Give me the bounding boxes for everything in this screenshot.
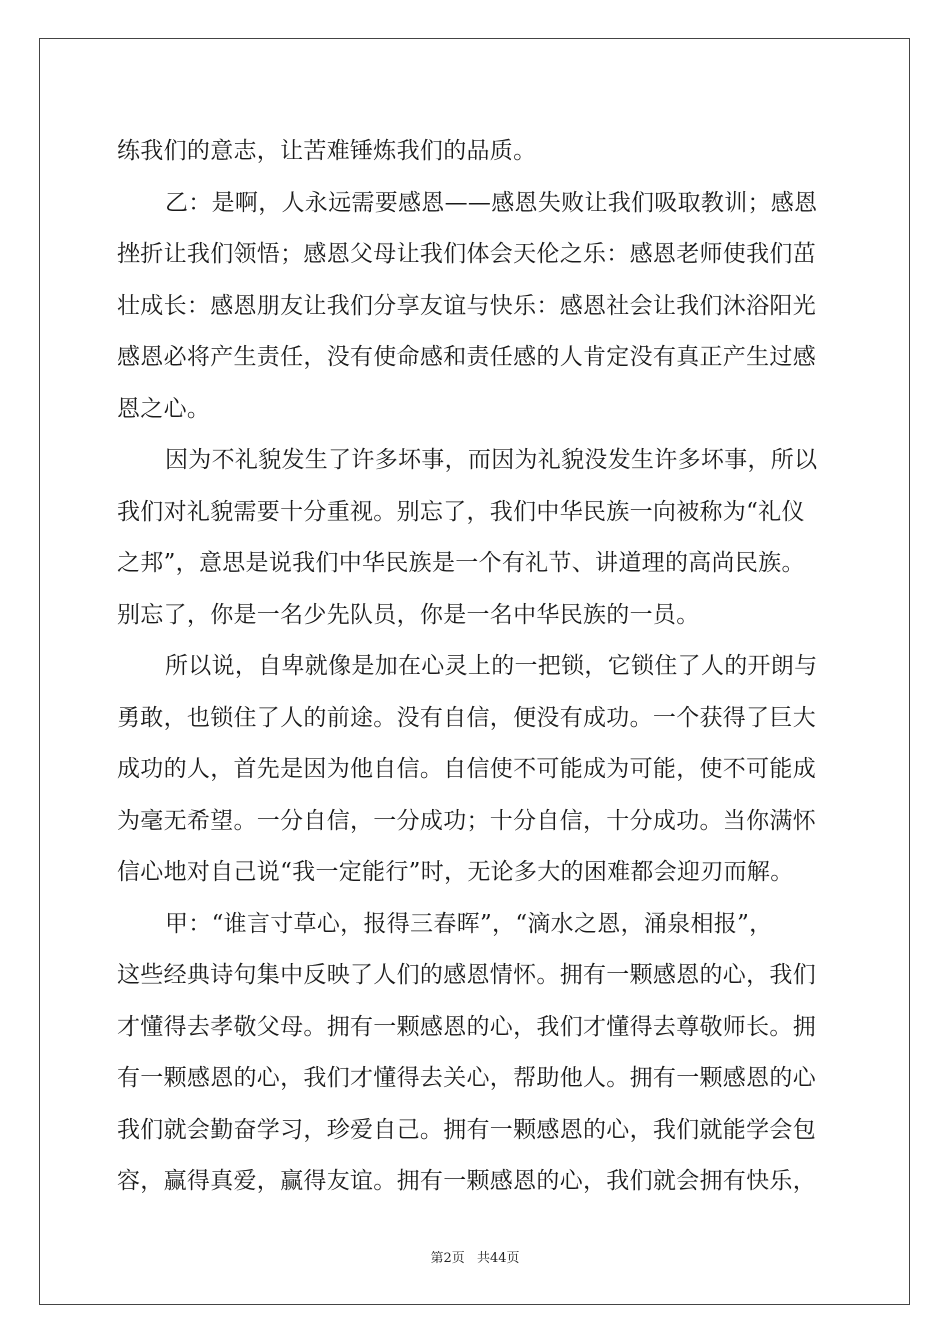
text-line: 我们对礼貌需要十分重视。别忘了，我们中华民族一向被称为“礼仪 <box>117 498 805 525</box>
text-line: 我们就会勤奋学习，珍爱自己。拥有一颗感恩的心，我们就能学会包 <box>117 1116 816 1143</box>
current-page-number: 第2页 <box>430 1251 465 1266</box>
text-line: 成功的人，首先是因为他自信。自信使不可能成为可能，使不可能成 <box>117 756 816 782</box>
text-line: 勇敢，也锁住了人的前途。没有自信，便没有成功。一个获得了巨大 <box>117 704 816 731</box>
text-line: 乙：是啊，人永远需要感恩——感恩失败让我们吸取教训；感恩 <box>165 189 818 216</box>
text-line: 这些经典诗句集中反映了人们的感恩情怀。拥有一颗感恩的心，我们 <box>117 962 816 988</box>
document-body <box>117 126 833 1208</box>
text-line: 之邦”，意思是说我们中华民族是一个有礼节、讲道理的高尚民族。 <box>117 550 805 576</box>
page-footer <box>0 1247 950 1266</box>
text-line: 别忘了，你是一名少先队员，你是一名中华民族的一员。 <box>117 601 700 628</box>
text-line: 才懂得去孝敬父母。拥有一颗感恩的心，我们才懂得去尊敬师长。拥 <box>117 1013 816 1040</box>
text-line: 为毫无希望。一分自信，一分成功；十分自信，十分成功。当你满怀 <box>117 807 816 834</box>
total-page-count: 共44页 <box>476 1251 520 1266</box>
text-line: 壮成长：感恩朋友让我们分享友谊与快乐：感恩社会让我们沐浴阳光 <box>117 292 816 319</box>
text-line: 有一颗感恩的心，我们才懂得去关心，帮助他人。拥有一颗感恩的心 <box>117 1065 816 1091</box>
text-line: 挫折让我们领悟；感恩父母让我们体会天伦之乐：感恩老师使我们茁 <box>117 241 816 267</box>
text-line: 容，赢得真爱，赢得友谊。拥有一颗感恩的心，我们就会拥有快乐， <box>117 1168 816 1194</box>
text-line: 所以说，自卑就像是加在心灵上的一把锁，它锁住了人的开朗与 <box>165 653 818 679</box>
text-line: 因为不礼貌发生了许多坏事，而因为礼貌没发生许多坏事，所以 <box>165 447 818 473</box>
text-line: 甲：“谁言寸草心，报得三春晖”，“滴水之恩，涌泉相报”， <box>165 910 773 937</box>
text-line: 恩之心。 <box>117 395 211 422</box>
text-line: 练我们的意志，让苦难锤炼我们的品质。 <box>117 138 537 164</box>
text-line: 感恩必将产生责任，没有使命感和责任感的人肯定没有真正产生过感 <box>117 344 816 370</box>
text-line: 信心地对自己说“我一定能行”时，无论多大的困难都会迎刃而解。 <box>117 859 794 885</box>
